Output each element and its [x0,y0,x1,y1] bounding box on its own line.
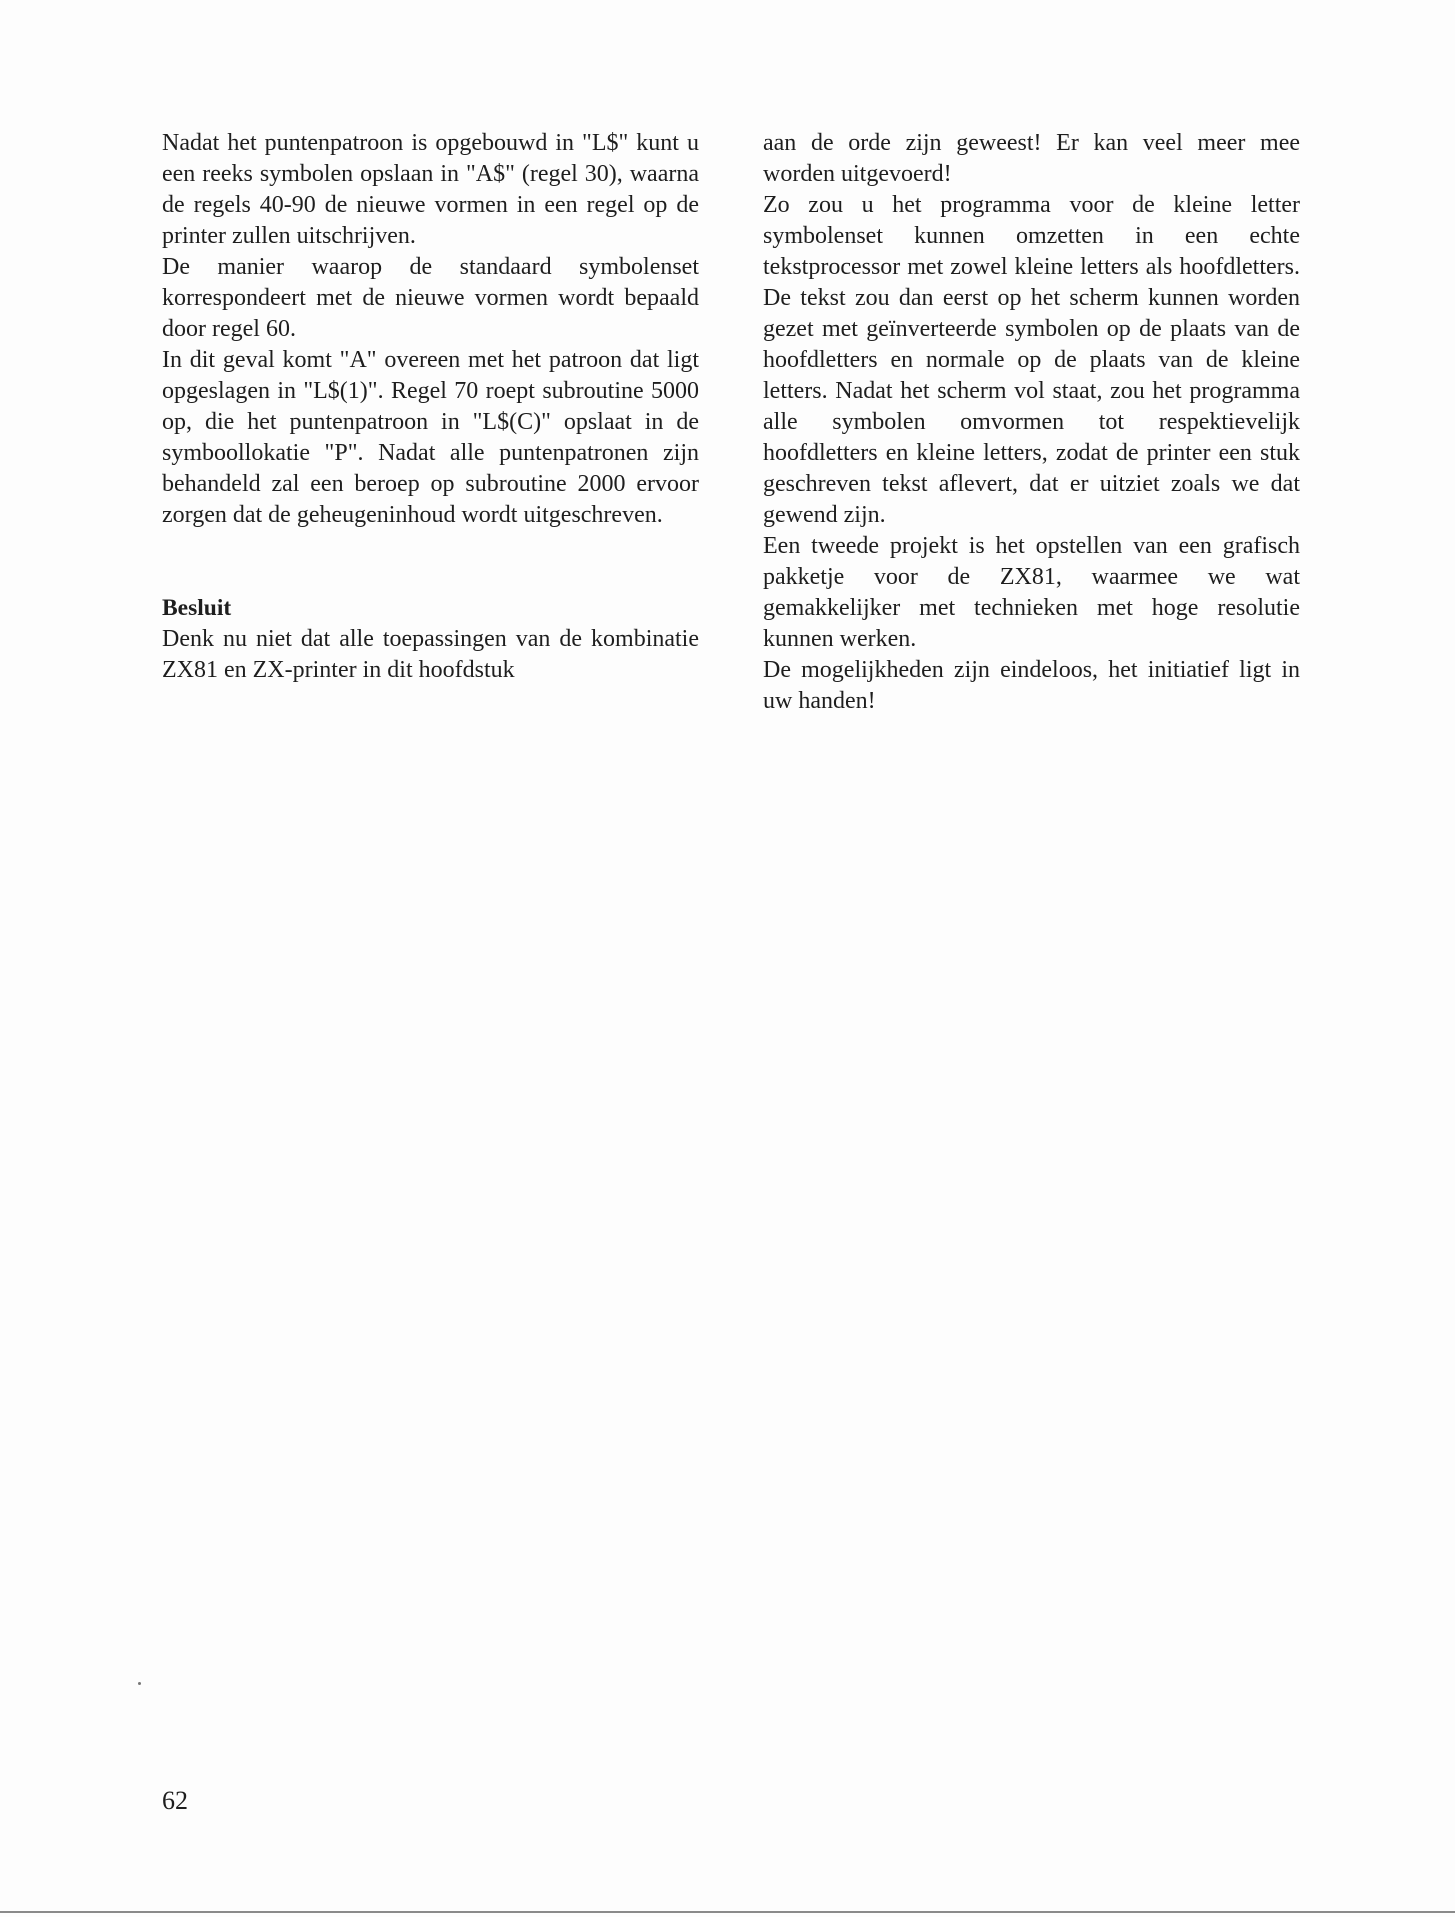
paragraph: De manier waarop de standaard symbolenset korrespondeert met de nieuwe vormen wordt bepaald door regel 60. [162,254,699,342]
right-column [763,128,1300,717]
bottom-edge-line [0,1911,1455,1913]
scan-speck [138,1682,141,1685]
paragraph: Denk nu niet dat alle toepassingen van de kombinatie ZX81 en ZX-printer in dit hoofdstuk [162,626,699,683]
section-heading: Besluit [162,595,232,621]
paragraph: Zo zou u het programma voor de kleine letter symbolenset kunnen omzetten in een echte tekstprocessor met zowel kleine letters als hoofdletters. De tekst zou dan eerst op het scherm kunnen worden gezet met geïnverteerde symbolen op de plaats van de hoofdletters en normale op de plaats van de kleine letters. Nadat het scherm vol staat, zou het programma alle symbolen omvormen tot respektievelijk hoofdletters en kleine letters, zodat de printer een stuk geschreven tekst aflevert, dat er uitziet zoals we dat gewend zijn. [763,192,1300,528]
paragraph: De mogelijkheden zijn eindeloos, het initiatief ligt in uw handen! [763,657,1300,714]
paragraph: Een tweede projekt is het opstellen van een grafisch pakketje voor de ZX81, waarmee we wat gemakkelijker met technieken met hoge resolutie kunnen werken. [763,533,1300,652]
left-column [162,128,699,686]
page-number: 62 [162,1786,188,1815]
paragraph: Nadat het puntenpatroon is opgebouwd in "L$" kunt u een reeks symbolen opslaan in "A$" (regel 30), waarna de regels 40-90 de nieuwe vormen in een regel op de printer zullen uitschrijven. [162,130,699,249]
paragraph: aan de orde zijn geweest! Er kan veel meer mee worden uitgevoerd! [763,130,1300,187]
paragraph: In dit geval komt "A" overeen met het patroon dat ligt opgeslagen in "L$(1)". Regel 70 roept subroutine 5000 op, die het puntenpatroon in "L$(C)" opslaat in de symboollokatie "P". Nadat alle puntenpatronen zijn behandeld zal een beroep op subroutine 2000 ervoor zorgen dat de geheugeninhoud wordt uitgeschreven. [162,347,699,528]
